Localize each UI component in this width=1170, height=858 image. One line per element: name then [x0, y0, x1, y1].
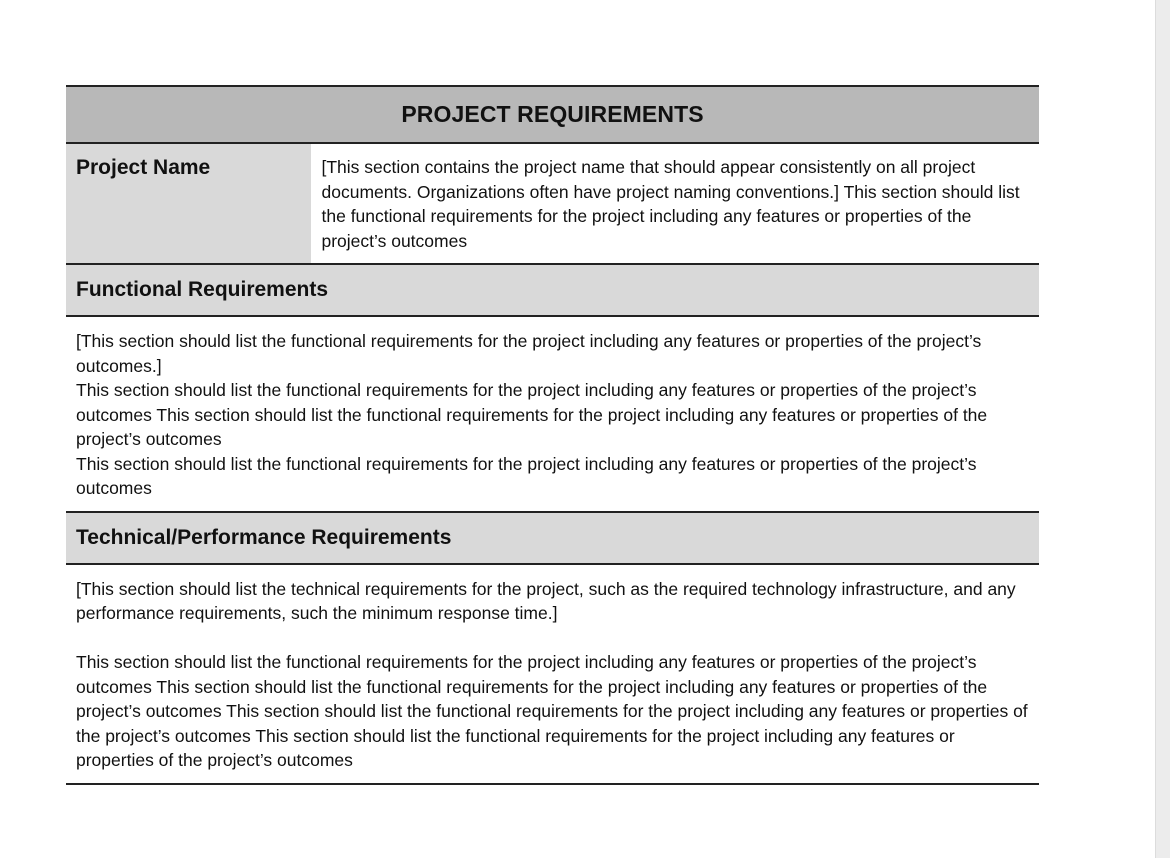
project-name-value[interactable]: [This section contains the project name that should appear consistently on all project documents. Organizations often have project naming conventions.] This section should list the functional requirements for the project including any features or properties of the project’s outcomes — [311, 143, 1039, 264]
functional-paragraph: This section should list the functional requirements for the project including any features or properties of the project’s outcomes This section should list the functional requirements for the project including any features or properties of the project’s outcomes — [76, 380, 988, 449]
technical-body-row — [66, 564, 1039, 784]
functional-paragraph: This section should list the functional requirements for the project including any features or properties of the project’s outcomes — [76, 453, 977, 498]
technical-paragraph: [This section should list the technical requirements for the project, such as the required technology infrastructure, and any performance requirements, such the minimum response time.] — [76, 578, 1016, 623]
requirements-table — [66, 85, 1039, 785]
technical-paragraph: This section should list the functional requirements for the project including any features or properties of the project’s outcomes This section should list the functional requirements for the project including any features or properties of the project’s outcomes This section should list the functional requirements for the project including any features or properties of the project’s outcomes This section should list the functional requirements for the project including any features or properties of the project’s outcomes — [76, 652, 1028, 770]
functional-paragraph: [This section should list the functional requirements for the project including any features or properties of the project’s outcomes.] — [76, 331, 982, 376]
functional-requirements-body[interactable] — [66, 316, 1039, 512]
functional-requirements-heading: Functional Requirements — [66, 264, 1039, 316]
functional-heading-row — [66, 264, 1039, 316]
project-name-row — [66, 143, 1039, 264]
title-row — [66, 86, 1039, 143]
table-title: PROJECT REQUIREMENTS — [66, 86, 1039, 143]
technical-requirements-body[interactable] — [66, 564, 1039, 784]
functional-body-row — [66, 316, 1039, 512]
technical-requirements-heading: Technical/Performance Requirements — [66, 512, 1039, 564]
technical-heading-row — [66, 512, 1039, 564]
project-name-label: Project Name — [66, 143, 311, 264]
scrollbar-track[interactable] — [1155, 0, 1170, 858]
